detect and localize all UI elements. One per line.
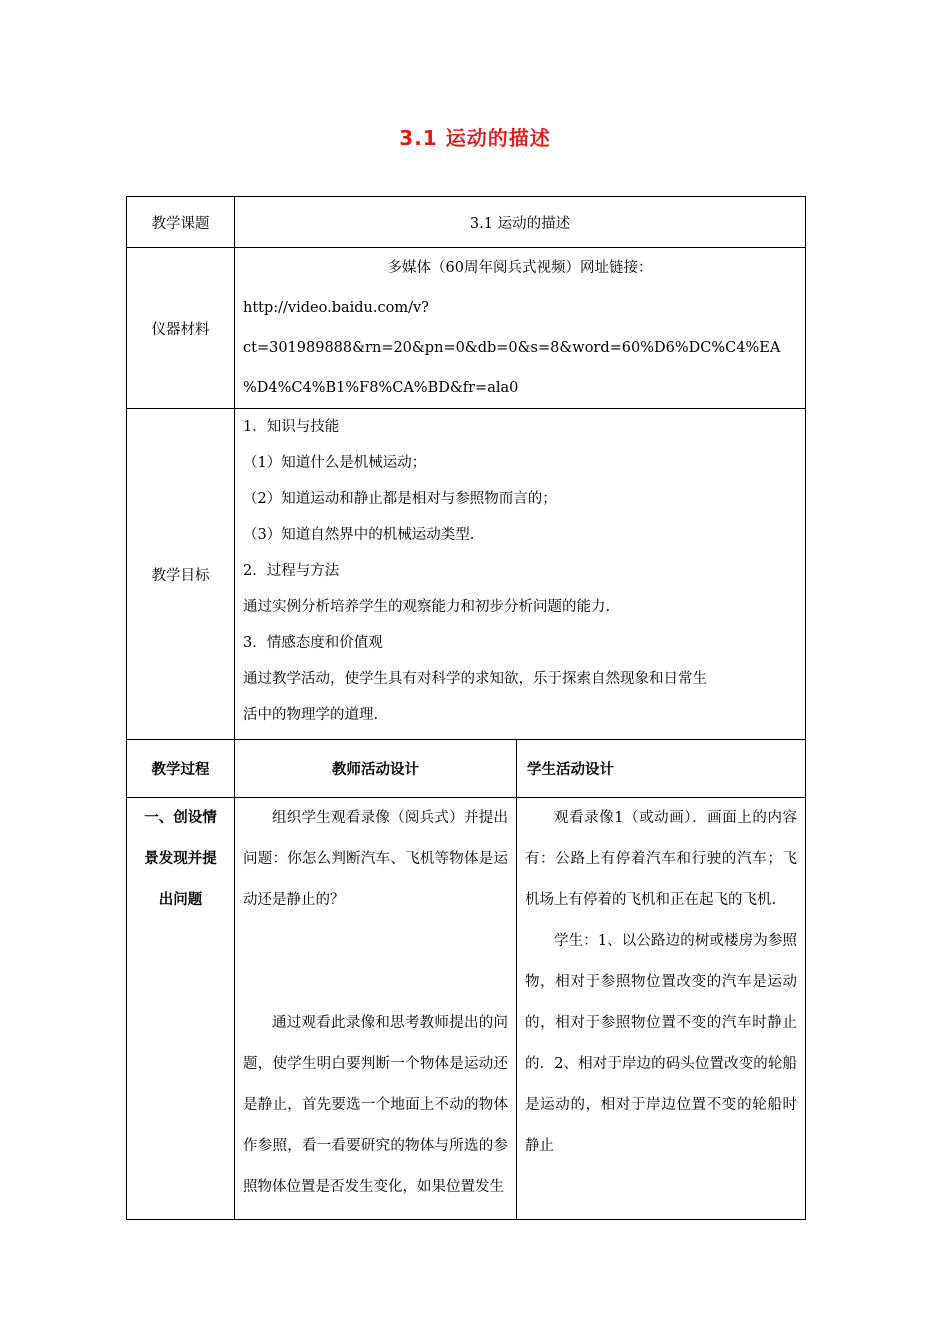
student-header: 学生活动设计 [517, 740, 806, 798]
topic-value: 3.1 运动的描述 [469, 215, 571, 232]
stage-line: 景发现并提 [144, 851, 217, 867]
stage1-row [127, 798, 806, 1220]
topic-row [127, 197, 806, 248]
materials-line: 多媒体（60周年阅兵式视频）网址链接： [387, 260, 653, 276]
goal-line: （3）知道自然界中的机械运动类型. [243, 527, 475, 543]
student-activity-paragraph: 观看录像1（或动画）．画面上的内容有：公路上有停着汽车和行驶的汽车；飞机场上有停着的飞机和正在起飞的飞机. [525, 810, 798, 908]
teacher-activity-paragraph: 通过观看此录像和思考教师提出的问题，使学生明白要判断一个物体是运动还是静止，首先要选一个地面上不动的物体作参照，看一看要研究的物体与所选的参照物体位置是否发生变化，如果位置发生 [243, 1015, 508, 1195]
process-header: 教学过程 [127, 740, 235, 798]
materials-label: 仪器材料 [127, 248, 235, 409]
process-header-row [127, 740, 806, 798]
topic-label: 教学课题 [127, 197, 235, 248]
stage-line: 一、创设情 [144, 810, 217, 826]
goal-line: 活中的物理学的道理. [243, 707, 379, 723]
teacher-header: 教师活动设计 [235, 740, 517, 798]
goal-line: 1．知识与技能 [243, 419, 340, 435]
student-activity-paragraph: 学生：1、以公路边的树或楼房为参照物，相对于参照物位置改变的汽车是运动的，相对于参照物位置不变的汽车时静止的．2、相对于岸边的码头位置改变的轮船是运动的，相对于岸边位置不变的轮船时静止 [525, 933, 798, 1154]
goal-line: 通过教学活动，使学生具有对科学的求知欲，乐于探索自然现象和日常生 [243, 671, 707, 687]
teacher-activity-paragraph: 组织学生观看录像（阅兵式）并提出问题：你怎么判断汽车、飞机等物体是运动还是静止的？ [243, 810, 508, 908]
goals-label: 教学目标 [127, 409, 235, 740]
goal-line: （2）知道运动和静止都是相对与参照物而言的； [243, 491, 557, 507]
goals-row [127, 409, 806, 740]
stage-line: 出问题 [158, 892, 203, 908]
materials-url-line: http://video.baidu.com/v? [243, 300, 429, 316]
materials-url-line: ct=301989888&rn=20&pn=0&db=0&s=8&word=60%D6%DC%C4%EA [243, 340, 781, 356]
goal-line: （1）知道什么是机械运动； [243, 455, 427, 471]
materials-row [127, 248, 806, 409]
document-title: 3.1 运动的描述 [399, 126, 551, 150]
goal-line: 3．情感态度和价值观 [243, 635, 383, 651]
materials-url-line: %D4%C4%B1%F8%CA%BD&fr=ala0 [243, 380, 519, 396]
lesson-plan-table [126, 196, 806, 1220]
goal-line: 2．过程与方法 [243, 563, 340, 579]
goal-line: 通过实例分析培养学生的观察能力和初步分析问题的能力. [243, 599, 611, 615]
